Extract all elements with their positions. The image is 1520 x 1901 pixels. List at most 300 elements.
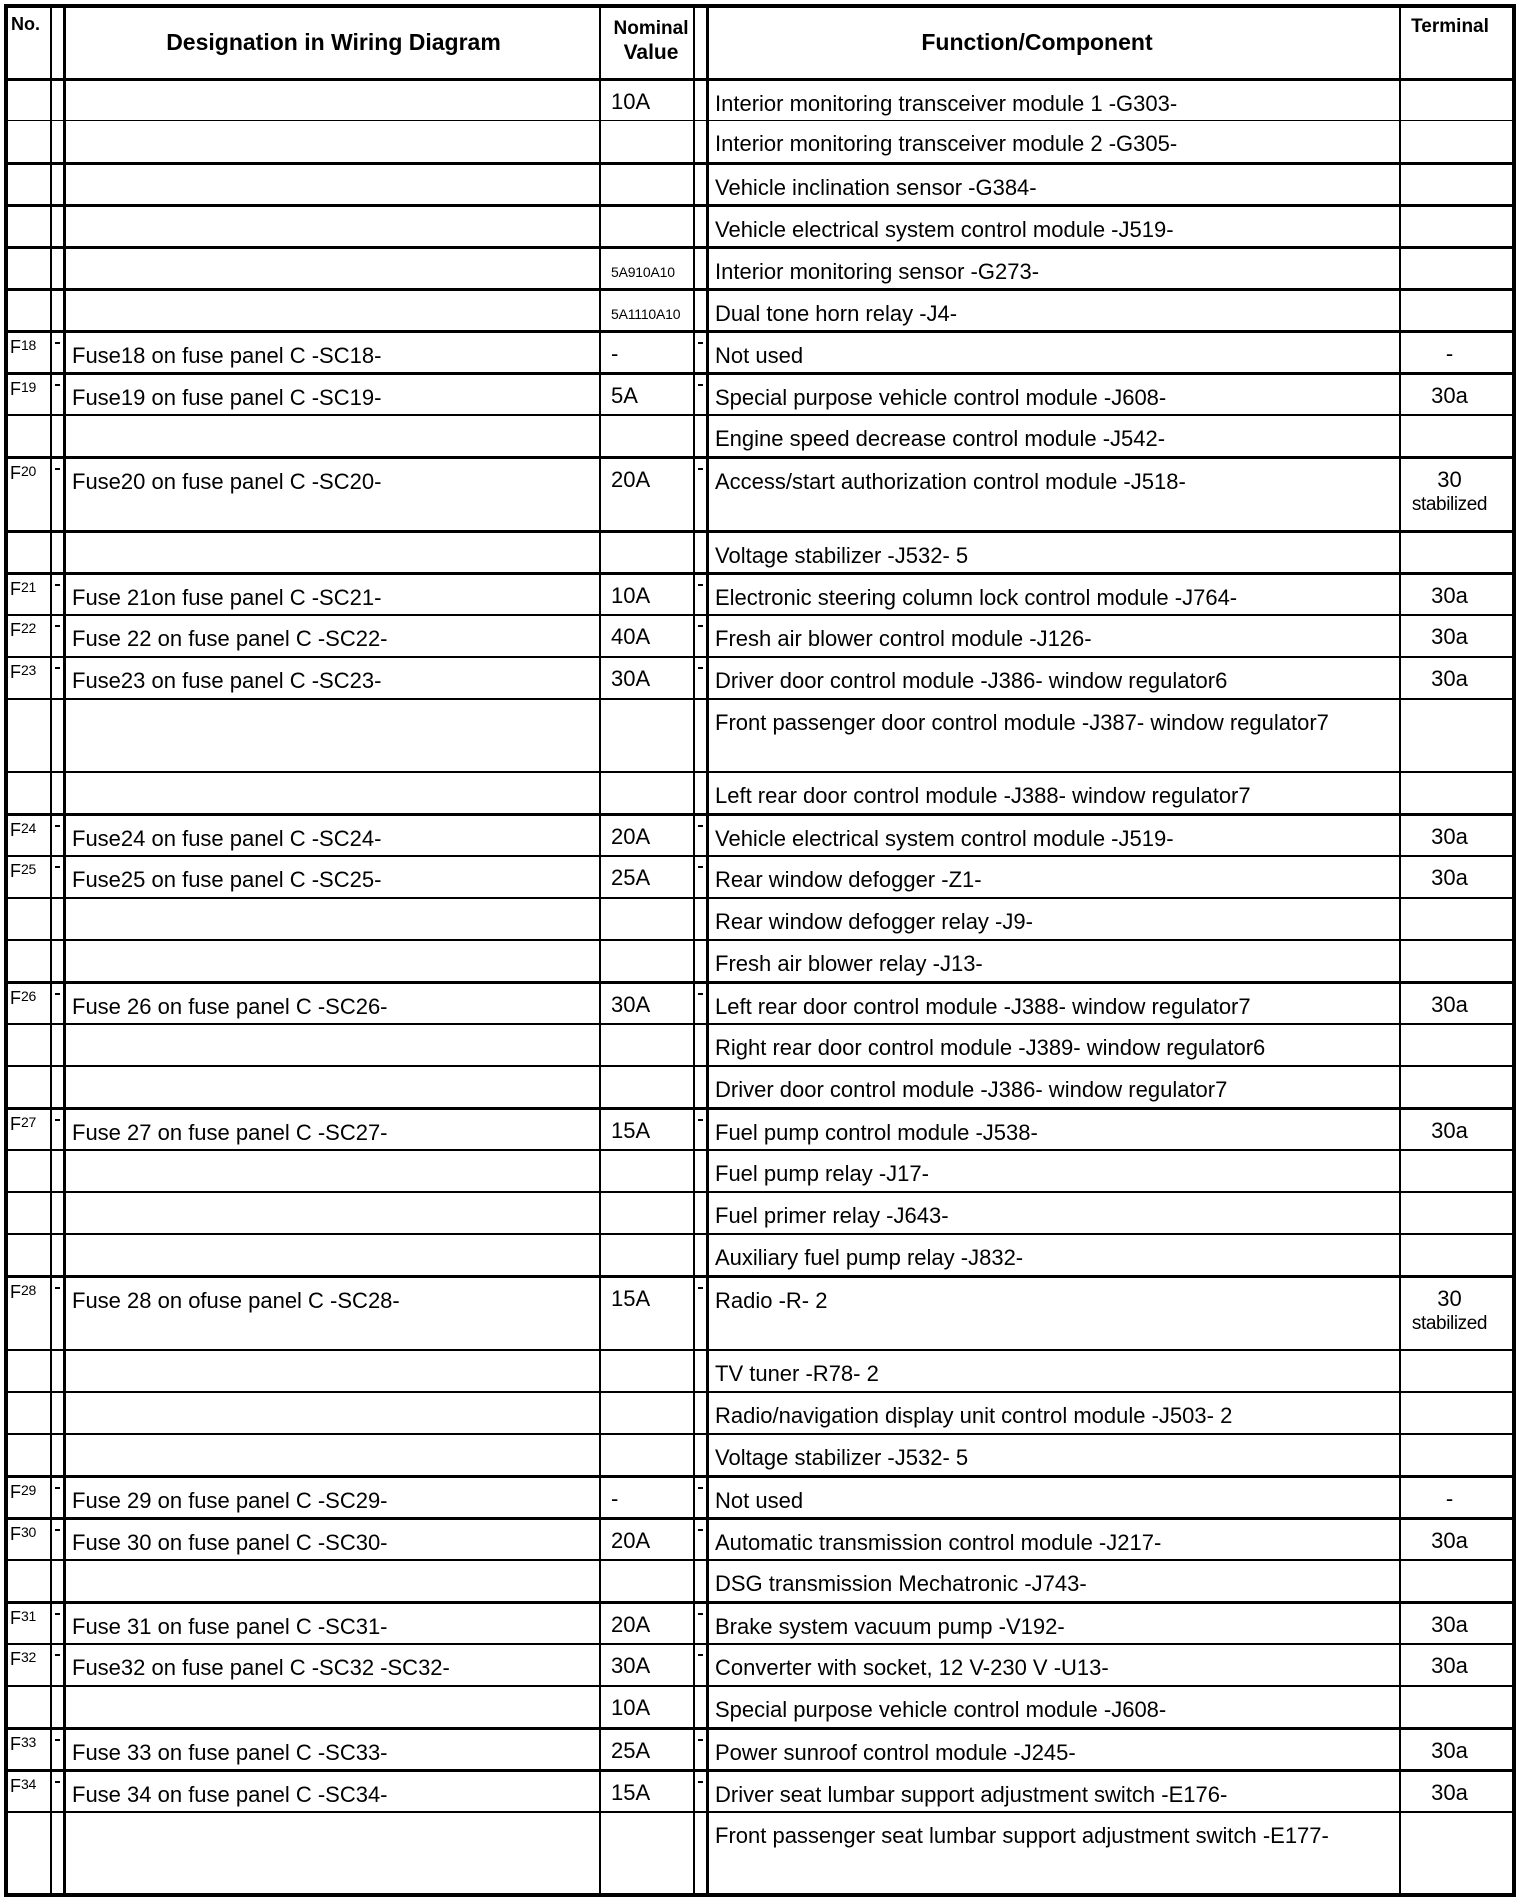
- function-cell: Radio/navigation display unit control module -J503- 2: [709, 1393, 1401, 1433]
- function-cell: Fuel pump control module -J538-: [709, 1110, 1401, 1149]
- table-row: [8, 330, 1512, 372]
- nominal-value-cell: [601, 1645, 695, 1685]
- fuse-no-digits: 21: [21, 579, 36, 595]
- ref-mark-cell-left: [52, 121, 66, 162]
- terminal-value: 30a: [1431, 1653, 1468, 1678]
- terminal-cell: [1401, 899, 1498, 939]
- fuse-no-digits: 27: [21, 1114, 36, 1130]
- fuse-no-letter: F: [10, 988, 21, 1008]
- terminal-value: -: [1445, 341, 1454, 366]
- header-spacer-right: [695, 8, 709, 78]
- ref-mark-cell-right: [695, 121, 709, 162]
- fuse-no-letter: F: [10, 1282, 21, 1302]
- ref-mark-cell-right: [695, 773, 709, 813]
- header-spacer-left: [52, 8, 66, 78]
- fuse-no-digits: 29: [21, 1482, 36, 1498]
- fuse-no-cell: [8, 1645, 52, 1685]
- function-cell: Special purpose vehicle control module -J608-: [709, 375, 1401, 414]
- terminal-value: 30: [1437, 1286, 1462, 1311]
- footnote-ref-mark: [55, 1781, 60, 1783]
- designation-cell: [66, 773, 601, 813]
- footnote-ref-mark: [55, 1739, 60, 1741]
- ref-mark-cell-left: [52, 375, 66, 414]
- nominal-value: 5A: [611, 383, 638, 408]
- nominal-value: 10A: [611, 89, 651, 114]
- designation-cell: Fuse25 on fuse panel C -SC25-: [66, 857, 601, 897]
- ref-mark-cell-left: [52, 1435, 66, 1475]
- designation-cell: [66, 899, 601, 939]
- ref-mark-cell-left: [52, 1193, 66, 1233]
- ref-mark-cell-right: [695, 658, 709, 698]
- nominal-value-cell: [601, 1025, 695, 1065]
- function-cell: Voltage stabilizer -J532- 5: [709, 1435, 1401, 1475]
- nominal-value: 30A: [611, 666, 651, 691]
- nominal-value-cell: [601, 1351, 695, 1391]
- fuse-no-digits: 32: [21, 1649, 36, 1665]
- table-row: [8, 771, 1512, 813]
- nominal-value-cell: [601, 1151, 695, 1191]
- terminal-cell: [1401, 1193, 1498, 1233]
- table-row: [8, 1191, 1512, 1233]
- function-cell: Brake system vacuum pump -V192-: [709, 1604, 1401, 1643]
- nominal-value: 40A: [611, 624, 651, 649]
- function-cell: Front passenger seat lumbar support adjustment switch -E177-: [709, 1813, 1401, 1893]
- table-row: [8, 1769, 1512, 1811]
- fuse-no-cell: [8, 1478, 52, 1517]
- designation-cell: Fuse24 on fuse panel C -SC24-: [66, 816, 601, 855]
- nominal-value-cell: [601, 165, 695, 204]
- table-row: [8, 246, 1512, 288]
- nominal-value: 20A: [611, 824, 651, 849]
- ref-mark-cell-right: [695, 533, 709, 572]
- terminal-value: 30a: [1431, 1612, 1468, 1637]
- designation-cell: [66, 121, 601, 162]
- terminal-cell: [1401, 1561, 1498, 1601]
- designation-cell: Fuse 26 on fuse panel C -SC26-: [66, 984, 601, 1023]
- designation-cell: Fuse23 on fuse panel C -SC23-: [66, 658, 601, 698]
- table-row: [8, 1107, 1512, 1149]
- table-row: [8, 1517, 1512, 1559]
- fuse-no-cell: [8, 773, 52, 813]
- designation-cell: [66, 1561, 601, 1601]
- ref-mark-cell-left: [52, 1772, 66, 1811]
- designation-cell: Fuse 22 on fuse panel C -SC22-: [66, 616, 601, 656]
- terminal-cell: [1401, 1645, 1498, 1685]
- header-nominal-line1: Nominal: [613, 18, 689, 39]
- nominal-value-cell: [601, 333, 695, 372]
- nominal-value: 15A: [611, 1118, 651, 1143]
- footnote-ref-mark: [698, 993, 703, 995]
- ref-mark-cell-left: [52, 1235, 66, 1275]
- designation-cell: Fuse 33 on fuse panel C -SC33-: [66, 1730, 601, 1769]
- designation-cell: Fuse 31 on fuse panel C -SC31-: [66, 1604, 601, 1643]
- table-row: [8, 1475, 1512, 1517]
- ref-mark-cell-left: [52, 533, 66, 572]
- fuse-no-cell: [8, 899, 52, 939]
- ref-mark-cell-left: [52, 1813, 66, 1893]
- function-cell: Rear window defogger relay -J9-: [709, 899, 1401, 939]
- function-cell: Engine speed decrease control module -J542-: [709, 416, 1401, 456]
- ref-mark-cell-right: [695, 1561, 709, 1601]
- footnote-ref-mark: [698, 1487, 703, 1489]
- header-nominal-line2: Value: [623, 41, 679, 64]
- fuse-no-letter: F: [10, 1482, 21, 1502]
- nominal-value-cell: [601, 207, 695, 246]
- designation-cell: [66, 1435, 601, 1475]
- terminal-cell: [1401, 375, 1498, 414]
- fuse-no-cell: [8, 1813, 52, 1893]
- nominal-value-cell: [601, 1067, 695, 1107]
- fuse-no-cell: [8, 291, 52, 330]
- function-cell: Automatic transmission control module -J217-: [709, 1520, 1401, 1559]
- table-row: [8, 572, 1512, 614]
- fuse-no-letter: F: [10, 1649, 21, 1669]
- fuse-no-letter: F: [10, 820, 21, 840]
- fuse-no-cell: [8, 1687, 52, 1727]
- footnote-ref-mark: [698, 1529, 703, 1531]
- function-cell: Fresh air blower relay -J13-: [709, 941, 1401, 981]
- footnote-ref-mark: [55, 866, 60, 868]
- fuse-no-letter: F: [10, 1524, 21, 1544]
- footnote-ref-mark: [698, 384, 703, 386]
- terminal-cell: [1401, 1278, 1498, 1349]
- table-row: [8, 1559, 1512, 1601]
- footnote-ref-mark: [55, 384, 60, 386]
- nominal-value: -: [611, 1486, 619, 1511]
- designation-cell: [66, 941, 601, 981]
- ref-mark-cell-left: [52, 575, 66, 614]
- fuse-no-digits: 18: [21, 337, 36, 353]
- fuse-no-cell: [8, 1025, 52, 1065]
- fuse-no-cell: [8, 1772, 52, 1811]
- nominal-value-cell: [601, 1435, 695, 1475]
- table-row: [8, 656, 1512, 698]
- ref-mark-cell-right: [695, 1813, 709, 1893]
- fuse-no-cell: [8, 1278, 52, 1349]
- fuse-no-letter: F: [10, 1608, 21, 1628]
- function-cell: Access/start authorization control module -J518-: [709, 459, 1401, 530]
- header-designation: Designation in Wiring Diagram: [66, 8, 601, 78]
- fuse-no-cell: [8, 1561, 52, 1601]
- designation-cell: [66, 1193, 601, 1233]
- nominal-value-cell: [601, 375, 695, 414]
- footnote-ref-mark: [698, 584, 703, 586]
- nominal-value-cell: [601, 616, 695, 656]
- fuse-no-cell: [8, 1193, 52, 1233]
- ref-mark-cell-right: [695, 459, 709, 530]
- nominal-value-cell: [601, 1813, 695, 1893]
- fuse-no-cell: [8, 857, 52, 897]
- terminal-value: 30a: [1431, 1118, 1468, 1143]
- footnote-ref-mark: [698, 825, 703, 827]
- table-row: [8, 204, 1512, 246]
- function-cell: Not used: [709, 333, 1401, 372]
- fuse-no-cell: [8, 658, 52, 698]
- ref-mark-cell-right: [695, 375, 709, 414]
- designation-cell: [66, 1025, 601, 1065]
- fuse-no-letter: F: [10, 463, 21, 483]
- ref-mark-cell-left: [52, 1604, 66, 1643]
- footnote-ref-mark: [55, 1487, 60, 1489]
- ref-mark-cell-left: [52, 700, 66, 771]
- table-row: [8, 372, 1512, 414]
- fuse-no-letter: F: [10, 1776, 21, 1796]
- ref-mark-cell-right: [695, 1520, 709, 1559]
- ref-mark-cell-left: [52, 1687, 66, 1727]
- terminal-cell: [1401, 1604, 1498, 1643]
- nominal-value: 25A: [611, 1738, 651, 1763]
- ref-mark-cell-left: [52, 1478, 66, 1517]
- ref-mark-cell-right: [695, 1235, 709, 1275]
- ref-mark-cell-right: [695, 1278, 709, 1349]
- designation-cell: Fuse 28 on ofuse panel C -SC28-: [66, 1278, 601, 1349]
- table-row: [8, 78, 1512, 120]
- table-row: [8, 1349, 1512, 1391]
- function-cell: Right rear door control module -J389- window regulator6: [709, 1025, 1401, 1065]
- ref-mark-cell-right: [695, 416, 709, 456]
- terminal-cell: [1401, 333, 1498, 372]
- fuse-no-cell: [8, 1235, 52, 1275]
- fuse-no-digits: 26: [21, 988, 36, 1004]
- terminal-value: 30a: [1431, 1528, 1468, 1553]
- ref-mark-cell-left: [52, 899, 66, 939]
- table-row: [8, 1149, 1512, 1191]
- nominal-value-cell: [601, 1604, 695, 1643]
- designation-cell: [66, 1351, 601, 1391]
- ref-mark-cell-left: [52, 1393, 66, 1433]
- ref-mark-cell-left: [52, 616, 66, 656]
- function-cell: Driver seat lumbar support adjustment switch -E176-: [709, 1772, 1401, 1811]
- nominal-value: 5A910A10: [611, 264, 675, 280]
- nominal-value: 25A: [611, 865, 651, 890]
- fuse-no-cell: [8, 816, 52, 855]
- designation-cell: [66, 700, 601, 771]
- designation-cell: [66, 1151, 601, 1191]
- fuse-no-cell: [8, 1067, 52, 1107]
- nominal-value: 10A: [611, 1695, 651, 1720]
- terminal-cell: [1401, 121, 1498, 162]
- footnote-ref-mark: [55, 825, 60, 827]
- designation-cell: [66, 1393, 601, 1433]
- footnote-ref-mark: [55, 667, 60, 669]
- nominal-value: 20A: [611, 1528, 651, 1553]
- fuse-no-cell: [8, 616, 52, 656]
- ref-mark-cell-right: [695, 1687, 709, 1727]
- nominal-value-cell: [601, 1520, 695, 1559]
- nominal-value-cell: [601, 899, 695, 939]
- terminal-cell: [1401, 1151, 1498, 1191]
- nominal-value-cell: [601, 816, 695, 855]
- ref-mark-cell-right: [695, 575, 709, 614]
- terminal-value: 30a: [1431, 666, 1468, 691]
- nominal-value-cell: [601, 1110, 695, 1149]
- footnote-ref-mark: [55, 1529, 60, 1531]
- function-cell: DSG transmission Mechatronic -J743-: [709, 1561, 1401, 1601]
- fuse-no-cell: [8, 249, 52, 288]
- fuse-no-cell: [8, 1730, 52, 1769]
- fuse-no-digits: 23: [21, 662, 36, 678]
- footnote-ref-mark: [55, 993, 60, 995]
- nominal-value-cell: [601, 249, 695, 288]
- function-cell: Vehicle inclination sensor -G384-: [709, 165, 1401, 204]
- designation-cell: [66, 1067, 601, 1107]
- designation-cell: [66, 416, 601, 456]
- function-cell: Fuel pump relay -J17-: [709, 1151, 1401, 1191]
- terminal-cell: [1401, 575, 1498, 614]
- ref-mark-cell-right: [695, 1772, 709, 1811]
- nominal-value-cell: [601, 857, 695, 897]
- ref-mark-cell-right: [695, 984, 709, 1023]
- terminal-cell: [1401, 1478, 1498, 1517]
- designation-cell: Fuse 27 on fuse panel C -SC27-: [66, 1110, 601, 1149]
- ref-mark-cell-right: [695, 1478, 709, 1517]
- designation-cell: Fuse 21on fuse panel C -SC21-: [66, 575, 601, 614]
- designation-cell: Fuse20 on fuse panel C -SC20-: [66, 459, 601, 530]
- header-nominal-value: [601, 8, 695, 78]
- ref-mark-cell-left: [52, 941, 66, 981]
- nominal-value-cell: [601, 1235, 695, 1275]
- ref-mark-cell-left: [52, 816, 66, 855]
- ref-mark-cell-right: [695, 1110, 709, 1149]
- terminal-cell: [1401, 81, 1498, 120]
- designation-cell: Fuse 29 on fuse panel C -SC29-: [66, 1478, 601, 1517]
- ref-mark-cell-right: [695, 291, 709, 330]
- table-row: [8, 1275, 1512, 1349]
- fuse-no-cell: [8, 81, 52, 120]
- nominal-value: 15A: [611, 1286, 651, 1311]
- terminal-note: stabilized: [1411, 494, 1488, 515]
- terminal-cell: [1401, 857, 1498, 897]
- terminal-cell: [1401, 1520, 1498, 1559]
- footnote-ref-mark: [55, 1119, 60, 1121]
- fuse-no-cell: [8, 333, 52, 372]
- ref-mark-cell-left: [52, 1351, 66, 1391]
- terminal-cell: [1401, 207, 1498, 246]
- table-row: [8, 1433, 1512, 1475]
- nominal-value-cell: [601, 1561, 695, 1601]
- function-cell: Left rear door control module -J388- window regulator7: [709, 773, 1401, 813]
- terminal-note: stabilized: [1411, 1313, 1488, 1334]
- table-row: [8, 939, 1512, 981]
- table-row: [8, 897, 1512, 939]
- fuse-no-digits: 25: [21, 861, 36, 877]
- fuse-no-cell: [8, 1110, 52, 1149]
- fuse-no-cell: [8, 941, 52, 981]
- ref-mark-cell-right: [695, 249, 709, 288]
- terminal-cell: [1401, 1435, 1498, 1475]
- footnote-ref-mark: [698, 667, 703, 669]
- header-no: No.: [8, 8, 52, 78]
- table-row: [8, 288, 1512, 330]
- table-row: [8, 1391, 1512, 1433]
- designation-cell: Fuse19 on fuse panel C -SC19-: [66, 375, 601, 414]
- terminal-cell: [1401, 416, 1498, 456]
- terminal-value: 30a: [1431, 583, 1468, 608]
- function-cell: Voltage stabilizer -J532- 5: [709, 533, 1401, 572]
- ref-mark-cell-right: [695, 1604, 709, 1643]
- fuse-no-cell: [8, 1604, 52, 1643]
- ref-mark-cell-left: [52, 416, 66, 456]
- designation-cell: Fuse 34 on fuse panel C -SC34-: [66, 1772, 601, 1811]
- ref-mark-cell-right: [695, 1193, 709, 1233]
- fuse-no-cell: [8, 575, 52, 614]
- nominal-value: -: [611, 341, 619, 366]
- function-cell: TV tuner -R78- 2: [709, 1351, 1401, 1391]
- terminal-cell: [1401, 291, 1498, 330]
- table-row: [8, 1233, 1512, 1275]
- function-cell: Special purpose vehicle control module -J608-: [709, 1687, 1401, 1727]
- designation-cell: [66, 533, 601, 572]
- function-cell: Dual tone horn relay -J4-: [709, 291, 1401, 330]
- fuse-no-cell: [8, 1351, 52, 1391]
- nominal-value: 20A: [611, 467, 651, 492]
- ref-mark-cell-right: [695, 1067, 709, 1107]
- fuse-no-letter: F: [10, 662, 21, 682]
- terminal-cell: [1401, 616, 1498, 656]
- table-header-row: [8, 8, 1512, 78]
- fuse-no-cell: [8, 416, 52, 456]
- terminal-cell: [1401, 1772, 1498, 1811]
- nominal-value-cell: [601, 291, 695, 330]
- terminal-cell: [1401, 165, 1498, 204]
- terminal-value: 30a: [1431, 865, 1468, 890]
- terminal-cell: [1401, 1110, 1498, 1149]
- footnote-ref-mark: [698, 1739, 703, 1741]
- fuse-no-cell: [8, 533, 52, 572]
- footnote-ref-mark: [698, 1781, 703, 1783]
- header-terminal: Terminal: [1411, 16, 1489, 37]
- ref-mark-cell-right: [695, 1645, 709, 1685]
- fuse-no-cell: [8, 1151, 52, 1191]
- ref-mark-cell-left: [52, 773, 66, 813]
- terminal-cell: [1401, 700, 1498, 771]
- footnote-ref-mark: [698, 1119, 703, 1121]
- footnote-ref-mark: [698, 1613, 703, 1615]
- designation-cell: [66, 249, 601, 288]
- ref-mark-cell-left: [52, 1561, 66, 1601]
- terminal-cell: [1401, 1393, 1498, 1433]
- ref-mark-cell-right: [695, 333, 709, 372]
- function-cell: Electronic steering column lock control module -J764-: [709, 575, 1401, 614]
- ref-mark-cell-right: [695, 616, 709, 656]
- fuse-no-cell: [8, 165, 52, 204]
- fuse-no-letter: F: [10, 620, 21, 640]
- ref-mark-cell-left: [52, 1278, 66, 1349]
- ref-mark-cell-left: [52, 1520, 66, 1559]
- table-row: [8, 813, 1512, 855]
- nominal-value-cell: [601, 773, 695, 813]
- table-row: [8, 414, 1512, 456]
- terminal-cell: [1401, 1067, 1498, 1107]
- table-row: [8, 1601, 1512, 1643]
- ref-mark-cell-left: [52, 81, 66, 120]
- designation-cell: [66, 207, 601, 246]
- terminal-cell: [1401, 1730, 1498, 1769]
- nominal-value-cell: [601, 1730, 695, 1769]
- designation-cell: [66, 1235, 601, 1275]
- ref-mark-cell-right: [695, 899, 709, 939]
- table-row: [8, 1065, 1512, 1107]
- table-row: [8, 1811, 1512, 1893]
- terminal-value: 30a: [1431, 624, 1468, 649]
- nominal-value-cell: [601, 700, 695, 771]
- function-cell: Rear window defogger -Z1-: [709, 857, 1401, 897]
- nominal-value-cell: [601, 533, 695, 572]
- nominal-value-cell: [601, 81, 695, 120]
- fuse-no-cell: [8, 375, 52, 414]
- ref-mark-cell-right: [695, 941, 709, 981]
- nominal-value-cell: [601, 1278, 695, 1349]
